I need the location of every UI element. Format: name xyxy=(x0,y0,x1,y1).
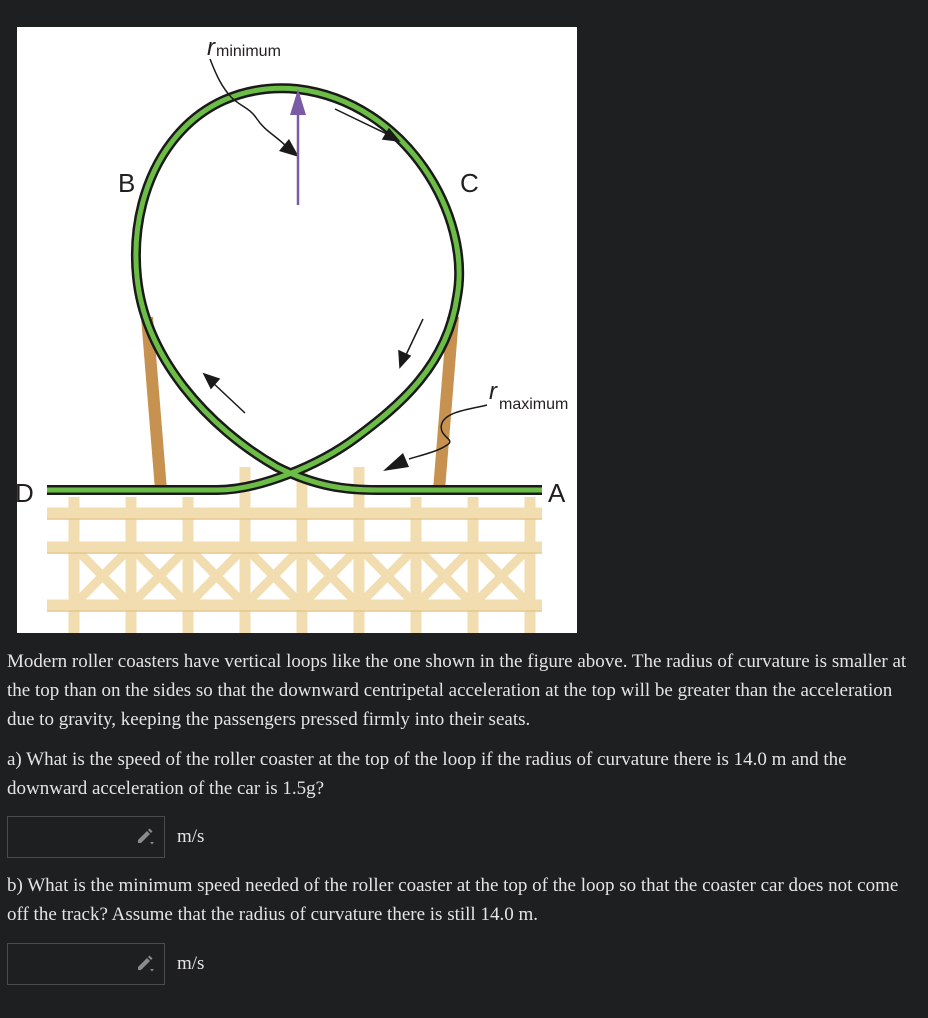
answer-a-unit: m/s xyxy=(177,826,205,847)
answer-b-unit: m/s xyxy=(177,953,205,974)
answer-row-b xyxy=(7,942,204,986)
question-a-text: a) What is the speed of the roller coaster at the top of the loop if the radius of curvature there is 14.0 m and the downward acceleration of the car is 1.5g? xyxy=(7,749,847,799)
pencil-icon[interactable] xyxy=(135,827,155,845)
r-maximum-symbol: r xyxy=(489,378,497,405)
problem-intro-text: Modern roller coasters have vertical loops like the one shown in the figure above. The radius of curvature is smaller at the top than on the sides so that the downward centripetal acceleration at the top will be greater than the acceleration due to gravity, keeping the passengers pressed firmly into their seats. xyxy=(7,651,907,730)
label-b: B xyxy=(118,168,136,198)
label-d: D xyxy=(15,478,34,508)
direction-arrows xyxy=(204,109,423,413)
r-minimum-subscript: minimum xyxy=(216,43,281,60)
label-a: A xyxy=(548,478,566,508)
roller-coaster-diagram xyxy=(17,27,577,633)
r-minimum-pointer xyxy=(210,59,299,157)
pencil-icon[interactable] xyxy=(135,954,155,972)
r-maximum-pointer xyxy=(383,405,487,471)
answer-row-a xyxy=(7,815,204,859)
track xyxy=(47,88,542,490)
r-minimum-symbol: r xyxy=(207,34,215,61)
roller-coaster-figure xyxy=(17,27,577,633)
question-b-text: b) What is the minimum speed needed of the roller coaster at the top of the loop so that the coaster car does not come off the track? Assume that the radius of curvature there is still 14.0 m. xyxy=(7,875,899,925)
label-c: C xyxy=(460,168,479,198)
r-maximum-subscript: maximum xyxy=(499,396,569,413)
